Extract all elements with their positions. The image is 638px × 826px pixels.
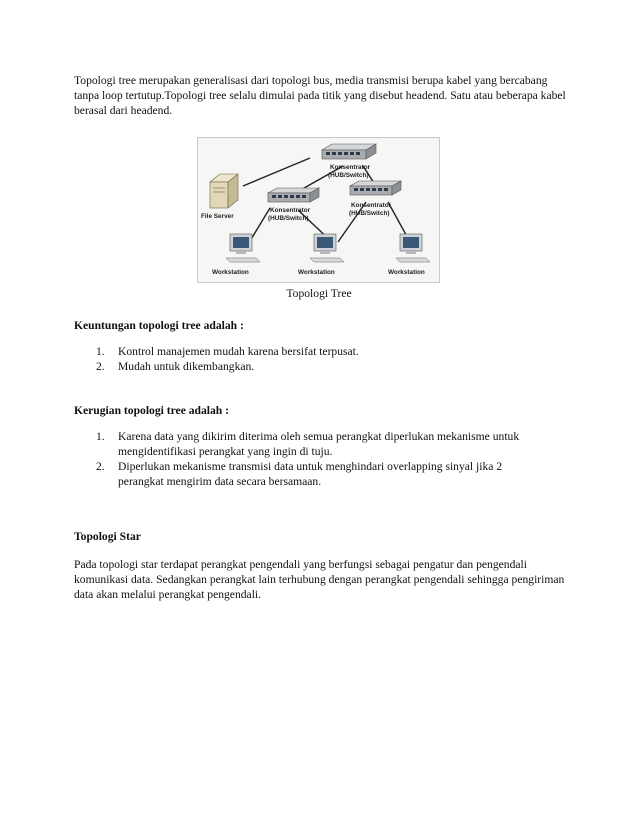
workstation-1-label: Workstation	[212, 269, 249, 276]
workstation-2-label: Workstation	[298, 269, 335, 276]
hub-top-sublabel: (HUB/Switch)	[328, 172, 369, 179]
hub-top-label: Konsentrator	[330, 164, 371, 171]
figure-caption: Topologi Tree	[286, 287, 352, 300]
keuntungan-list	[96, 344, 566, 374]
star-paragraph: Pada topologi star terdapat perangkat pengendali yang berfungsi sebagai pengatur dan pengendali komunikasi data. Sedangkan perangkat lain terhubung dengan perangkat pengendali sehingga pengiriman data akan melalui perangkat pengendali.	[74, 558, 565, 601]
list-number: 2.	[96, 460, 105, 473]
hub-left-icon	[268, 188, 319, 202]
cable-left-ws1	[250, 208, 270, 241]
star-heading: Topologi Star	[74, 530, 141, 543]
list-text: Diperlukan mekanisme transmisi data untuk menghindari overlapping sinyal jika 2 perangkat mengirim data secara bersamaan.	[118, 460, 503, 488]
hub-right-label: Konsentrator	[351, 202, 392, 209]
tree-topology-figure	[197, 137, 440, 283]
list-item	[96, 429, 548, 459]
cable-server-top	[243, 158, 310, 186]
hub-left-sublabel: (HUB/Switch)	[268, 215, 309, 222]
list-text: Kontrol manajemen mudah karena bersifat terpusat.	[118, 345, 359, 358]
list-item	[96, 359, 566, 374]
workstation-3-label: Workstation	[388, 269, 425, 276]
hub-left-label: Konsentrator	[270, 207, 311, 214]
tree-topology-diagram	[198, 138, 439, 282]
list-text: Karena data yang dikirim diterima oleh semua perangkat diperlukan mekanisme untuk mengidentifikasi perangkat yang ingin di tuju.	[118, 430, 520, 458]
list-item	[96, 459, 548, 489]
list-text: Mudah untuk dikembangkan.	[118, 360, 255, 373]
hub-right-icon	[350, 181, 401, 195]
keuntungan-heading: Keuntungan topologi tree adalah :	[74, 319, 244, 332]
workstation-1-icon	[226, 234, 260, 262]
file-server-icon	[210, 174, 238, 208]
kerugian-heading: Kerugian topologi tree adalah :	[74, 404, 230, 417]
list-number: 1.	[96, 345, 105, 358]
workstation-3-icon	[396, 234, 430, 262]
intro-paragraph: Topologi tree merupakan generalisasi dari topologi bus, media transmisi berupa kabel yang bercabang tanpa loop tertutup.Topologi tree selalu dimulai pada titik yang disebut headend. Satu atau beberapa kabel berasal dari headend.	[74, 74, 566, 117]
workstation-2-icon	[310, 234, 344, 262]
file-server-label: File Server	[201, 213, 234, 220]
list-number: 2.	[96, 360, 105, 373]
kerugian-list	[96, 429, 548, 489]
hub-right-sublabel: (HUB/Switch)	[349, 210, 390, 217]
hub-top-icon	[322, 144, 376, 159]
list-number: 1.	[96, 430, 105, 443]
list-item	[96, 344, 566, 359]
